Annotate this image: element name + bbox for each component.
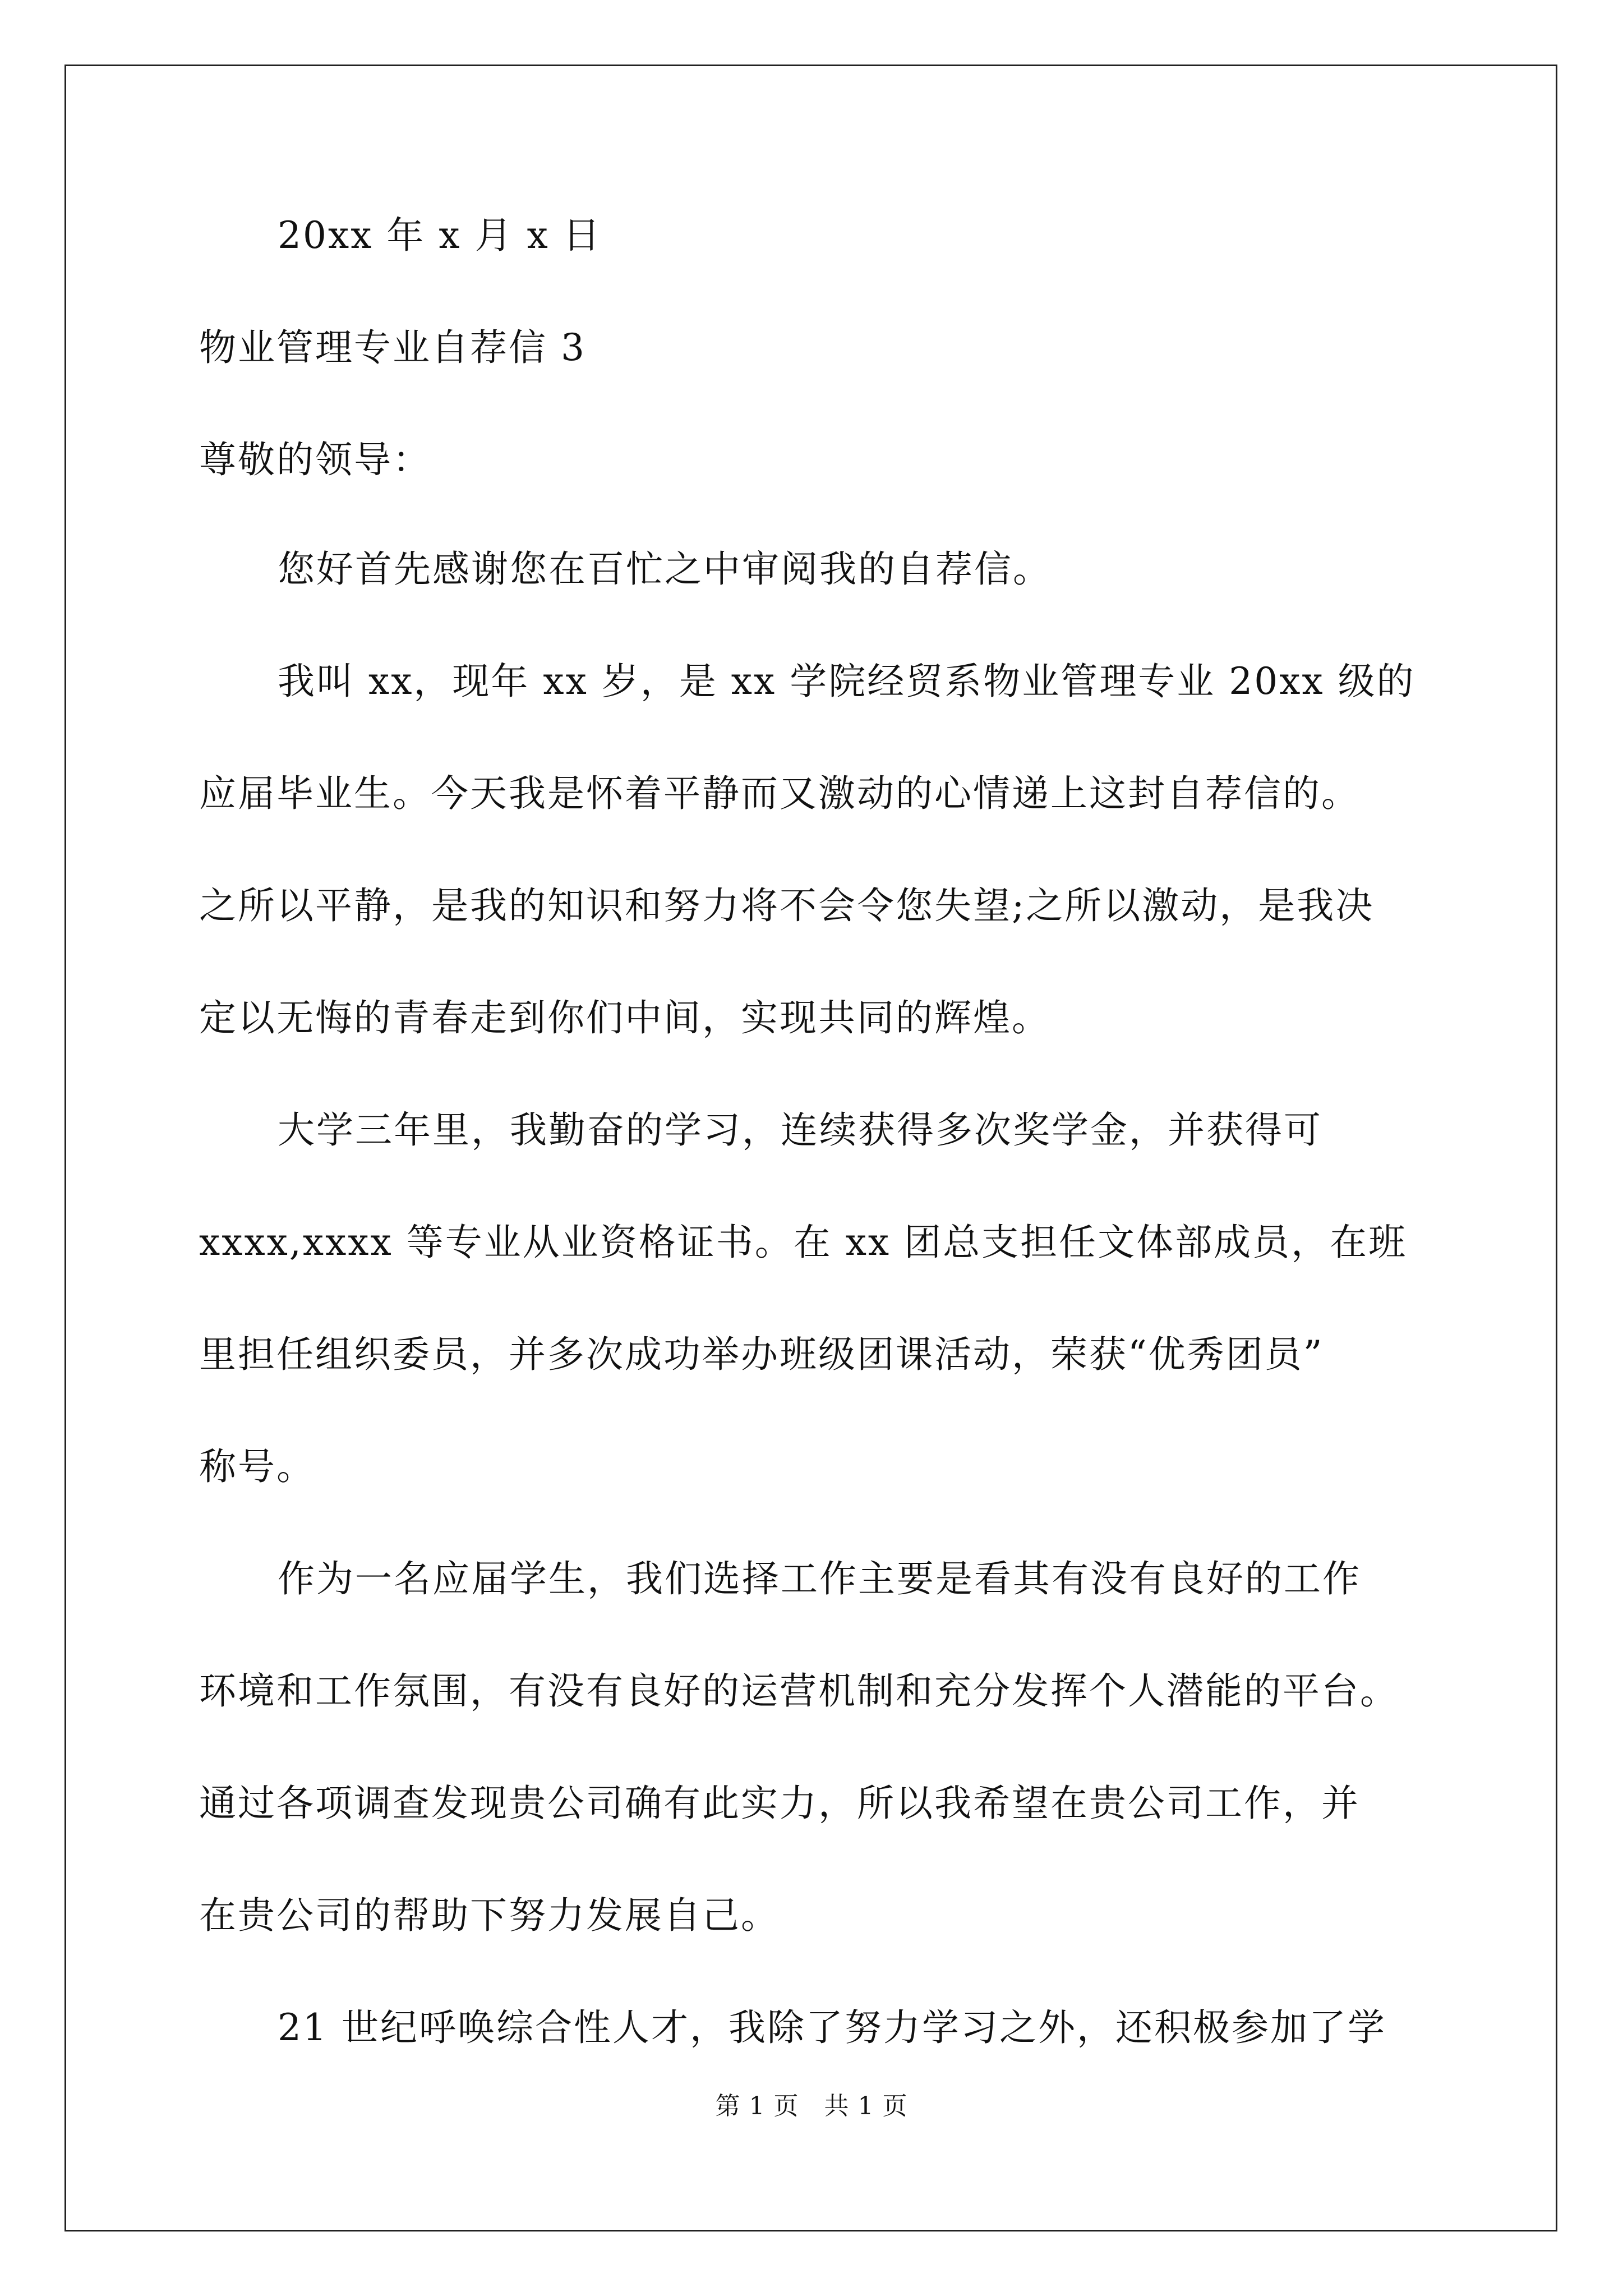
paragraph-line: 之所以平静，是我的知识和努力将不会令您失望;之所以激动，是我决 — [199, 884, 1375, 927]
paragraph-line: xxxx,xxxx 等专业从业资格证书。在 xx 团总支担任文体部成员，在班 — [199, 1221, 1408, 1264]
paragraph-line: 作为一名应届学生，我们选择工作主要是看其有没有良好的工作 — [278, 1557, 1361, 1600]
paragraph-line: 大学三年里，我勤奋的学习，连续获得多次奖学金，并获得可 — [278, 1108, 1322, 1152]
letter-salutation: 尊敬的领导： — [199, 438, 431, 481]
paragraph-line: 在贵公司的帮助下努力发展自己。 — [199, 1894, 780, 1937]
letter-title: 物业管理专业自荐信 3 — [199, 326, 586, 369]
paragraph-line: 应届毕业生。今天我是怀着平静而又激动的心情递上这封自荐信的。 — [199, 772, 1360, 815]
paragraph-line: 我叫 xx，现年 xx 岁，是 xx 学院经贸系物业管理专业 20xx 级的 — [278, 660, 1415, 703]
paragraph-line: 定以无悔的青春走到你们中间，实现共同的辉煌。 — [199, 996, 1050, 1039]
paragraph-line: 环境和工作氛围，有没有良好的运营机制和充分发挥个人潜能的平台。 — [199, 1669, 1399, 1713]
paragraph-line: 21 世纪呼唤综合性人才，我除了努力学习之外，还积极参加了学 — [278, 2006, 1386, 2049]
paragraph-line: 称号。 — [199, 1445, 315, 1488]
page-footer: 第 1 页 共 1 页 — [715, 2092, 908, 2120]
letter-date: 20xx 年 x 月 x 日 — [278, 214, 602, 257]
paragraph-line: 通过各项调查发现贵公司确有此实力，所以我希望在贵公司工作，并 — [199, 1782, 1360, 1825]
paragraph-line: 您好首先感谢您在百忙之中审阅我的自荐信。 — [278, 547, 1052, 591]
paragraph-line: 里担任组织委员，并多次成功举办班级团课活动，荣获“优秀团员” — [199, 1333, 1324, 1376]
